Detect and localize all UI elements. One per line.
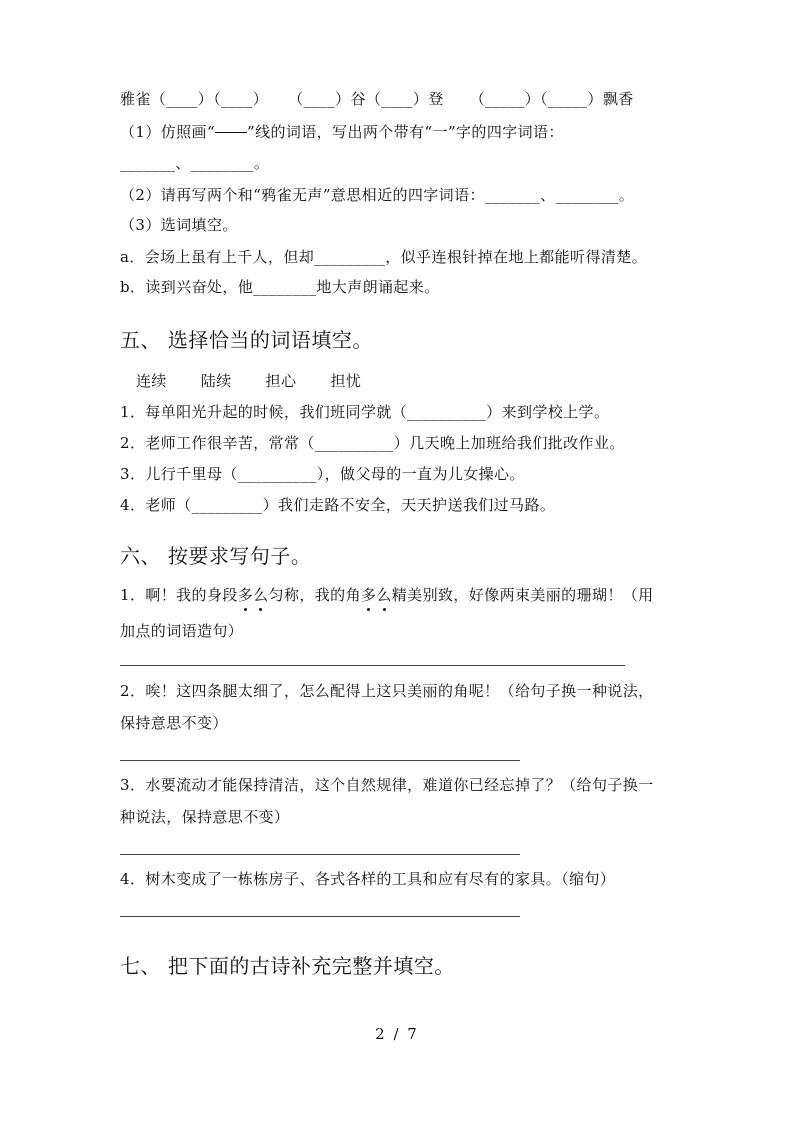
emphasis-char: 么	[253, 586, 269, 604]
word-bank-item: 担心	[265, 372, 297, 390]
q6-1-text-post: 精美别致，好像两束美丽的珊瑚！（用	[391, 586, 654, 604]
question-4-1-text-b: ”线的词语，写出两个带有“一”字的四字词语：	[247, 123, 564, 141]
section-6-title: 六、 按要求写句子。	[120, 544, 312, 568]
question-4-1	[120, 120, 564, 143]
question-6-2-line-2: 保持意思不变）	[120, 714, 228, 732]
question-4-3-a[interactable]: a．会场上虽有上千人，但却_________，似乎连根针掉在地上都能听得清楚。	[120, 248, 648, 266]
dotted-word-2	[361, 586, 392, 604]
section-7-title: 七、 把下面的古诗补充完整并填空。	[120, 954, 455, 978]
q6-1-text-mid: 匀称，我的角	[268, 586, 361, 604]
fill-item-2[interactable]: 2．老师工作很辛苦，常常（__________）几天晚上加班给我们批改作业。	[120, 434, 625, 452]
question-6-2-line-1: 2．唉！这四条腿太细了，怎么配得上这只美丽的角呢！（给句子换一种说法，	[120, 682, 654, 700]
word-group-2: （____）谷（____）登	[288, 90, 444, 108]
section-5-title: 五、 选择恰当的词语填空。	[120, 328, 373, 352]
question-6-1-line-1	[120, 584, 654, 606]
question-4-3-b[interactable]: b．读到兴奋处，他________地大声朗诵起来。	[120, 278, 440, 296]
emphasis-char: 多	[360, 586, 377, 604]
emphasis-char: 多	[237, 586, 254, 604]
word-row	[120, 88, 634, 110]
question-6-4: 4．树木变成了一栋栋房子、各式各样的工具和应有尽有的家具。（缩句）	[120, 870, 616, 888]
question-4-1-answer-blank[interactable]: _______、________。	[120, 154, 270, 172]
fill-item-3[interactable]: 3．儿行千里母（__________），做父母的一直为儿女操心。	[120, 465, 525, 483]
page-number: 2 / 7	[375, 1025, 419, 1043]
fill-item-1[interactable]: 1．每单阳光升起的时候，我们班同学就（__________）来到学校上学。	[120, 403, 610, 421]
answer-line-2[interactable]	[120, 760, 520, 761]
question-4-2[interactable]: （2）请再写两个和“鸦雀无声”意思相近的四字词语：_______、________。	[120, 186, 635, 204]
word-bank-item: 连续	[136, 372, 167, 390]
word-group-3: （_____）（_____）飘香	[469, 90, 634, 108]
answer-line-1[interactable]	[120, 665, 625, 666]
answer-line-4[interactable]	[120, 916, 520, 917]
question-6-3-line-1: 3．水要流动才能保持清洁，这个自然规律，难道你已经忘掉了？（给句子换一	[120, 776, 654, 794]
question-4-1-text-a: （1）仿照画“	[120, 123, 216, 141]
question-6-1-line-2: 加点的词语造句）	[120, 622, 244, 640]
fill-item-4[interactable]: 4．老师（_________）我们走路不安全，天天护送我们过马路。	[120, 496, 556, 514]
dotted-word-1	[238, 586, 269, 604]
word-bank	[136, 370, 361, 392]
word-bank-item: 陆续	[200, 372, 232, 390]
word-bank-item: 担忧	[330, 372, 362, 390]
q6-1-text: 1．啊！我的身段	[120, 586, 238, 604]
question-6-3-line-2: 种说法，保持意思不变）	[120, 808, 290, 826]
answer-line-3[interactable]	[120, 854, 520, 855]
underline-sample	[215, 120, 247, 133]
question-4-3: （3）选词填空。	[120, 216, 238, 234]
word-group-1: 雅雀（____）（____）	[120, 90, 269, 108]
emphasis-char: 么	[376, 586, 392, 604]
